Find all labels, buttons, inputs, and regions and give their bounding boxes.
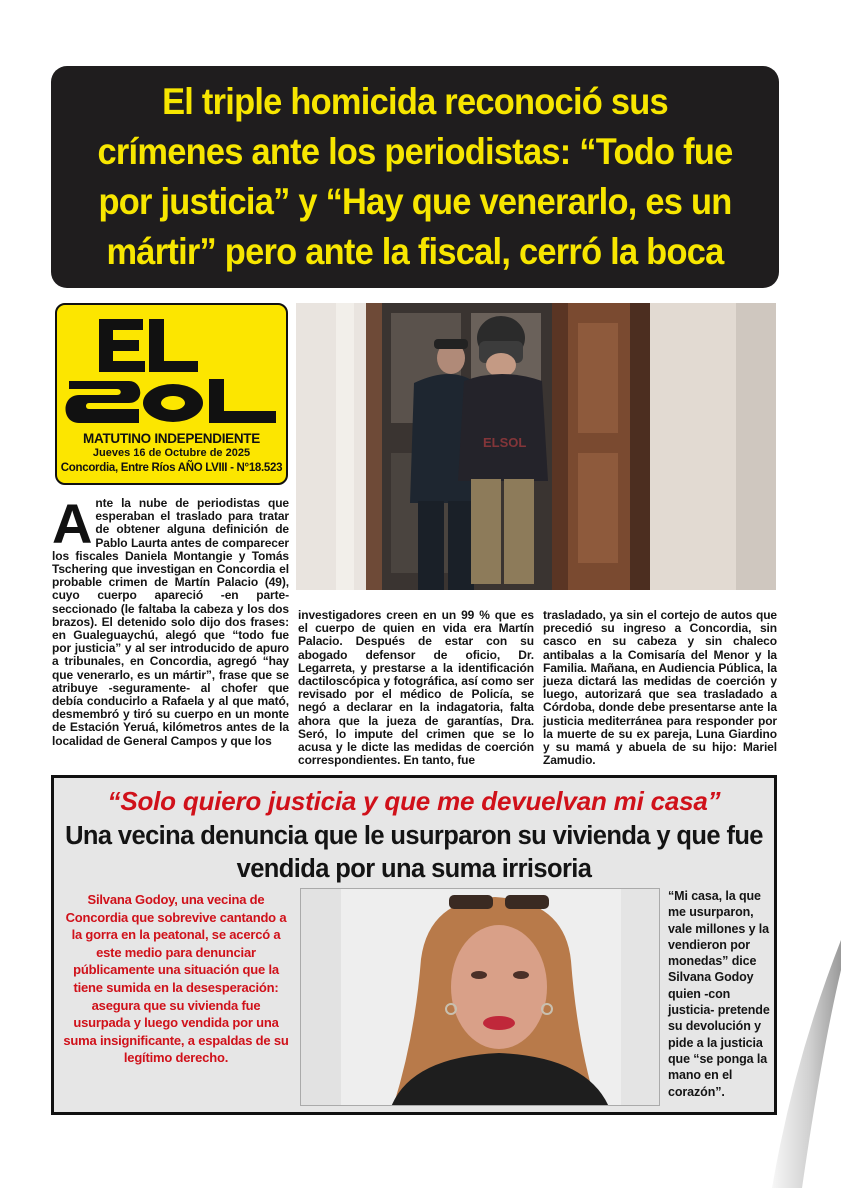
photo-watermark: ELSOL <box>483 435 527 450</box>
article-text-2: investigadores creen en un 99 % que es el cuerpo de quien en vida era Martín Palacio. Después de estar con su abogado defensor de oficio, Dr. Legarreta, y prestarse a la identificación dactiloscópica y fotográfica, así como ser revisado por el médico de Policía, se negó a declarar en la indagatoria, falta ahora que la jueza de garantías, Dra. Seró, lo impute del crimen que se lo acusa y le dicte las medidas de coerción correspondientes. En tanto, fue <box>298 608 534 768</box>
article-text-3: trasladado, ya sin el cortejo de autos que precedió su ingreso a Concordia, sin casco en su cabeza y sin chaleco antibalas a la Comisaría del Menor y la Familia. Mañana, en Audiencia Pública, la jueza dictará las medidas de coerción y luego, autorizará que sea trasladado a Córdoba, donde debe presentarse ante la justicia mediterránea para responder por la muerte de su ex pareja, Luna Giardino y su mamá y abuela de su hijo: Mariel Zamudio. <box>543 608 777 768</box>
masthead-date: Jueves 16 de Octubre de 2025 <box>92 447 251 459</box>
headline-box <box>51 66 779 288</box>
article-column-2 <box>298 609 534 767</box>
photo-arrest <box>296 303 776 590</box>
story-headline: Una vecina denuncia que le usurparon su vivienda y que fue vendida por una suma irrisoria <box>65 822 763 883</box>
masthead <box>55 303 288 485</box>
drop-cap: A <box>52 492 93 555</box>
masthead-tagline: MATUTINO INDEPENDIENTE <box>83 431 260 446</box>
story-quote-title: “Solo quiero justicia y que me devuelvan mi casa” <box>107 786 721 816</box>
article-column-1 <box>52 492 289 748</box>
masthead-edition: Concordia, Entre Ríos AÑO LVIII - N°18.523 <box>60 462 283 474</box>
arrest-photo-illustration <box>296 303 776 590</box>
photo-silvana-godoy <box>300 888 660 1106</box>
main-headline: El triple homicida reconoció sus crímenes ante los periodistas: “Todo fue por justicia” y “Hay que venerarlo, es un mártir” pero ante la fiscal, cerró la boca <box>97 81 733 272</box>
story-lead: Silvana Godoy, una vecina de Concordia que sobrevive cantando a la gorra en la peatonal, se acercó a este medio para denunciar públicamente una situación que la tiene sumida en la desesperación: asegura que su vivienda fue usurpada y luego vendida por una suma insignificante, a espaldas de su legítimo derecho. <box>63 892 289 1066</box>
story-box <box>51 775 777 1115</box>
el-sol-logo <box>63 311 281 429</box>
woman-photo-illustration <box>301 889 660 1106</box>
article-column-3 <box>543 609 777 767</box>
story-side-quote: “Mi casa, la que me usurparon, vale millones y la vendieron por monedas” dice Silvana Godoy quien -con justicia- pretende su devolución y pide a la justicia que “se ponga la mano en el corazón”. <box>668 889 770 1099</box>
page-curl-decoration <box>742 930 841 1190</box>
article-text-1: nte la nube de periodistas que esperaban el traslado para tratar de obtener alguna definición de Pablo Laurta antes de comparecer los fiscales Daniela Montangie y Tomás Tschering que investigan en Concordia el probable crimen de Martín Palacio (49), cuyo cuerpo apareció -en parte- seccionado (le faltaba la cabeza y los dos brazos). El detenido solo dijo dos frases: en Gualeguaychú, alegó que “todo fue por justicia” y al ser introducido de apuro a tribunales, en Concordia, agregó “hay que venerarlo, es un mártir”, frase que se atribuye -seguramente- al chofer que debía conducirlo a Rafaela y al que mató, desmembró y tiró su cuerpo en un monte de Estación Yeruá, kilómetros antes de la localidad de General Campos y que los <box>52 496 289 748</box>
